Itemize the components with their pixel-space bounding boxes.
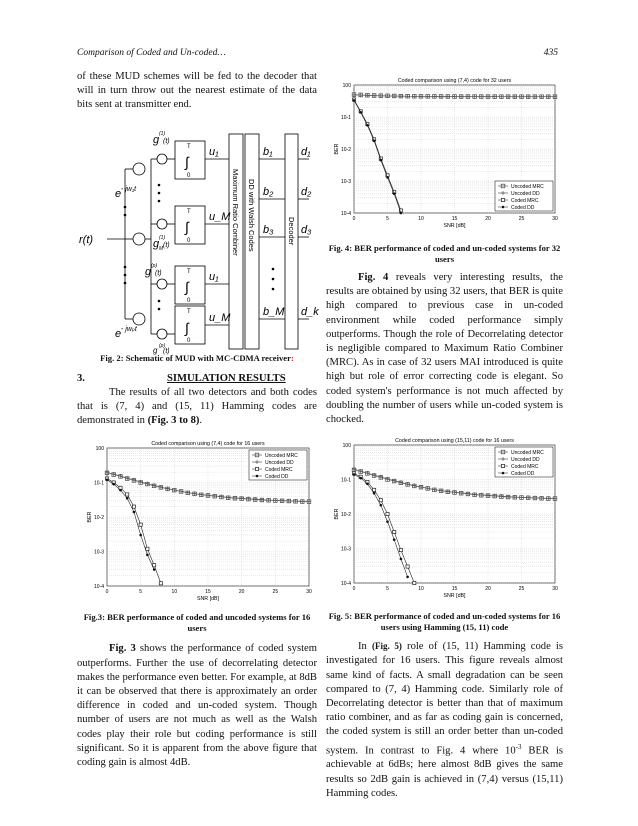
fig3-xtick-2: 10 [171,589,178,596]
sim-text-bold: (Fig. 3 to 8) [147,415,200,427]
fig4-series-3-point-4 [380,159,383,162]
fig3-series-3-point-5 [139,534,142,537]
intro-paragraph: of these MUD schemes will be fed to the decoder that will in turn throw out the nearest estimate of the data bits sent at transmitter end. [77,71,317,111]
b-label-1: b₁ [263,145,273,158]
fig5-series-3-point-2 [366,483,369,486]
fig5-legend-marker-3-point-0 [502,472,505,475]
fig3-xtick-3: 15 [205,589,211,596]
fig5-para-sup: -3 [515,742,522,751]
fig5-ytick-4: 10-4 [340,581,351,588]
fig5-series-3-point-4 [380,504,383,507]
fig4-legend-marker-2-point-0 [501,198,504,201]
fig5-series-3-point-5 [386,521,389,524]
g-label-M: g [153,237,160,250]
fig4-ytick-3: 10-3 [340,179,351,185]
g-arg-1: (t) [163,137,170,145]
fig4-ytick-1: 10-1 [340,115,351,121]
fig5-title: Coded comparison using (15,11) code for 16 users [395,438,514,445]
fig5-ytick-0: 100 [342,443,351,450]
fig3-xtick-6: 30 [306,589,312,596]
fig3-series-3-point-3 [126,497,129,500]
integral-symbol-4: ∫ [185,319,189,336]
fig3-ytick-1: 10-1 [93,480,104,487]
fig5-ylabel: BER [334,508,340,520]
fig5-series-2-point-3 [373,489,376,492]
g-arg-M: (t) [163,241,170,249]
fig3-series-2-point-7 [153,564,156,567]
fig4-series-3-point-5 [386,176,389,179]
fig5-xtick-6: 30 [552,586,558,593]
g-sup-1: (1) [159,130,166,137]
g-sup-Mp: (p) [159,342,166,349]
fig5-series-2-point-7 [399,549,402,552]
fig2-caption [77,353,317,364]
fig5-series-3-point-1 [359,477,362,480]
fig5-para-post: BER is achievable at 6dBs; here almost 8dB gives the same results so 2dB gain is achieved in (7,4) versus (15,11) Hamming codes. [326,745,564,799]
fig4-xtick-3: 15 [451,216,458,222]
fig3-series-3-point-6 [146,554,149,557]
fig4-para-text: reveals very interesting results, the results are obtained by using 32 users, that BER is quite high compared to previous case in un-coded environment while coded performance simply outperforms. Though the role of Decorrelating detector is negligible compared to Maximum Ratio Combiner (MRC). As in case of 32 users MAI introduced is quite high but role of error correcting code is elegant. So coded system's performance is not much affected by doubling the number of users while un-coded system is chocked. [326,272,563,426]
fig5-legend-label-0: Uncoded MRC [511,450,544,457]
fig5-legend-marker-2-point-0 [501,465,504,468]
fig3-ylabel: BER [87,511,93,523]
fig5-series-3-point-7 [400,558,403,561]
fig3-series-2-point-6 [146,548,149,551]
fig5-series-2-point-6 [393,531,396,534]
fig5-series-2-point-5 [386,513,389,516]
dd-label: DD with Walsh Codes [247,178,256,252]
g-label-1p: g [145,265,152,278]
fig3-ytick-0: 100 [95,446,104,453]
fig3-series-3-point-1 [112,483,115,486]
fig4-ylabel: BER [334,143,340,155]
fig3-legend-label-2: Coded MRC [265,467,293,474]
fig4-legend-marker-3-point-0 [502,206,505,209]
fig3-series-3-point-2 [119,489,122,492]
int-lower-2: 0 [187,237,191,244]
integral-symbol-2: ∫ [185,218,189,235]
fig4-series-3-point-6 [393,192,396,195]
fig2-caption-text: Fig. 2: Schematic of MUD with MC-CDMA receiver [100,352,291,363]
fig4-legend-label-1: Uncoded DD [511,190,540,197]
fig5-series-2-point-4 [379,499,382,502]
fig4-title: Coded comparison using (7,4) code for 32 users [397,78,512,84]
d-label-k: d_k [301,305,319,318]
fig3-series-3-point-0 [106,479,109,482]
b-label-M: b_M [263,305,285,318]
fig5-xtick-0: 0 [352,586,356,593]
fig3-series-2-point-8 [159,582,162,585]
fig3-title: Coded comparison using (7,4) code for 16 users [151,441,265,448]
fig5-para-mid: role of (15, 11) Hamming code is investigated for 16 users. This figure reveals almost same kind of facts. A small degradation can be seen compared to (7, 4) Hamming code. Similarly role of Decorrelating detector is better than that of maximum ratio combiner, and as far as coding gain is concerned, the coded system is still an order better than un-coded system. In contrast to Fig. 4 where 10 [326,641,563,757]
fig3-legend [249,450,307,480]
fig5-legend-label-1: Uncoded DD [511,457,540,464]
u-label-1: u₁ [209,145,219,158]
fig3-legend-marker-3-point-0 [256,475,259,478]
int-upper-4: T [187,308,191,315]
exp-sup-M: - jwₚt [121,325,137,333]
fig4-legend-label-3: Coded DD [511,204,535,211]
int-upper-1: T [187,143,191,150]
fig5-series-2-point-9 [413,582,416,585]
fig5-ytick-3: 10-3 [340,546,351,553]
fig3-ytick-2: 10-2 [93,515,104,522]
left-column [77,70,317,770]
fig3-paragraph [77,642,317,770]
d-label-3: d₃ [301,223,312,236]
fig5-paragraph [326,639,563,801]
fig3-para-text: shows the performance of coded system outperforms. Further the use of decorrelating detector makes the performance even better. For example, at 8dB it can be observed that there is approximately an order difference in coded and un-coded system. Though number of users are not much as well as the Walsh codes play their role but coding performance is still significant. So it is apparent from the above figure that coding gain is almost 4dB. [77,643,317,769]
g-arg-1p: (t) [155,269,162,277]
fig4-series-3-point-0 [353,99,356,102]
u-label-4: u_M [209,311,231,324]
fig5-ytick-2: 10-2 [340,512,351,519]
fig5-series-3-point-8 [406,576,409,579]
fig4-series-3-point-2 [366,124,369,127]
fig3-xtick-1: 5 [139,589,143,596]
fig3-series-3-point-7 [153,569,156,572]
fig4-xtick-0: 0 [352,216,356,222]
fig3-chart [77,438,317,608]
b-label-2: b₂ [263,185,274,198]
int-lower-4: 0 [187,337,191,344]
fig5-series-3-point-3 [373,492,376,495]
fig4-series-3-point-3 [373,140,376,143]
page-number: 435 [543,48,558,58]
d-label-2: d₂ [301,185,312,198]
fig4-caption: Fig. 4: BER performance of coded and un-coded systems for 32 users [328,243,561,264]
fig3-para-bold: Fig. 3 [109,643,136,655]
fig4-xlabel: SNR [dB] [443,223,466,229]
int-upper-3: T [187,268,191,275]
d-label-1: d₁ [301,145,311,158]
g-label-1: g [153,133,160,146]
fig3-legend-marker-2-point-0 [255,468,258,471]
fig3-legend-label-1: Uncoded DD [265,460,294,467]
fig3-xlabel: SNR [dB] [196,596,220,603]
fig5-series-3-point-0 [353,473,356,476]
right-column [326,75,563,801]
g-sub-M: M [159,245,164,252]
sim-text-pre: The results of all two detectors and both codes that is (7, 4) and (15, 11) Hamming codes are demonstrated in [77,386,317,427]
fig5-legend-label-2: Coded MRC [511,464,539,471]
fig4-xtick-6: 30 [552,216,558,222]
b-label-3: b₃ [263,223,274,236]
fig4-ytick-2: 10-2 [340,147,351,153]
g-sup-M: (1) [159,234,166,241]
decoder-label: Decoder [287,216,296,245]
fig5-legend-label-3: Coded DD [511,471,535,478]
fig4-series-3-point-1 [359,111,362,114]
running-header [77,48,558,58]
fig4-xtick-1: 5 [386,216,389,222]
fig3-series-2-point-3 [126,493,129,496]
u-label-2: u_M [209,210,231,223]
fig5-para-pre: In [358,641,372,653]
exp-sup-1: - jw₁t [121,185,137,193]
exp-label-M: e [115,327,122,340]
fig3-legend-label-0: Uncoded MRC [265,453,298,460]
fig3-caption: Fig.3: BER performance of coded and uncoded systems for 16 users [83,612,311,634]
fig4-legend [495,181,553,211]
fig5-xtick-2: 10 [418,586,424,593]
fig5-caption: Fig. 5: BER performance of coded and un-coded systems for 16 users using Hamming (15, 11) code [328,611,561,633]
exp-label-1: e [115,187,122,200]
fig3-xtick-0: 0 [105,589,109,596]
fig3-ytick-4: 10-4 [93,584,104,591]
mrc-label: Maximum Ratio Combiner [231,168,240,256]
input-signal-label: r(t) [79,233,94,246]
fig5-xtick-5: 25 [518,586,525,593]
fig4-xtick-2: 10 [418,216,424,222]
fig5-xlabel: SNR [dB] [443,593,466,600]
fig4-chart [326,75,563,235]
fig4-para-bold: Fig. 4 [358,272,389,283]
fig4-xtick-4: 20 [485,216,491,222]
fig3-legend-label-3: Coded DD [265,474,289,481]
fig5-chart [326,435,563,605]
fig2-caption-tail: : [290,352,294,363]
sim-text-post: . [199,415,203,427]
int-lower-1: 0 [187,172,191,179]
int-lower-3: 0 [187,297,191,304]
fig4-xtick-5: 25 [518,216,525,222]
simulation-paragraph [77,386,317,429]
mud-schematic [77,119,319,355]
integral-symbol-1: ∫ [185,153,189,170]
fig5-series-3-point-6 [393,539,396,542]
fig5-ytick-1: 10-1 [340,477,351,484]
fig3-series-3-point-4 [133,511,136,514]
fig3-xtick-5: 25 [272,589,279,596]
fig3-series-2-point-5 [139,523,142,526]
fig4-ytick-4: 10-4 [340,211,351,217]
fig4-series-3-point-7 [400,212,403,215]
fig4-legend-label-0: Uncoded MRC [511,183,544,190]
section-number: 3. [77,372,85,384]
fig5-para-bold: (Fig. 5) [371,641,402,652]
fig3-ytick-3: 10-3 [93,549,104,556]
fig5-xtick-1: 5 [386,586,389,593]
fig5-xtick-4: 20 [485,586,491,593]
header-title: Comparison of Coded and Un-coded… [77,48,226,58]
fig5-xtick-3: 15 [451,586,458,593]
g-label-Mp: g [153,345,158,355]
u-label-3: u₁ [209,270,219,283]
fig4-ytick-0: 100 [342,83,351,89]
g-sup-1p: (p) [151,262,158,269]
fig3-xtick-4: 20 [238,589,245,596]
g-arg-Mp: (t) [163,347,170,355]
fig3-series-2-point-4 [132,505,135,508]
integral-symbol-3: ∫ [185,278,189,295]
section-heading [77,372,317,386]
fig5-legend [495,447,553,477]
int-upper-2: T [187,208,191,215]
fig5-series-2-point-8 [406,565,409,568]
fig4-legend-label-2: Coded MRC [511,197,539,204]
section-title: SIMULATION RESULTS [167,372,286,384]
fig4-paragraph [326,271,563,427]
